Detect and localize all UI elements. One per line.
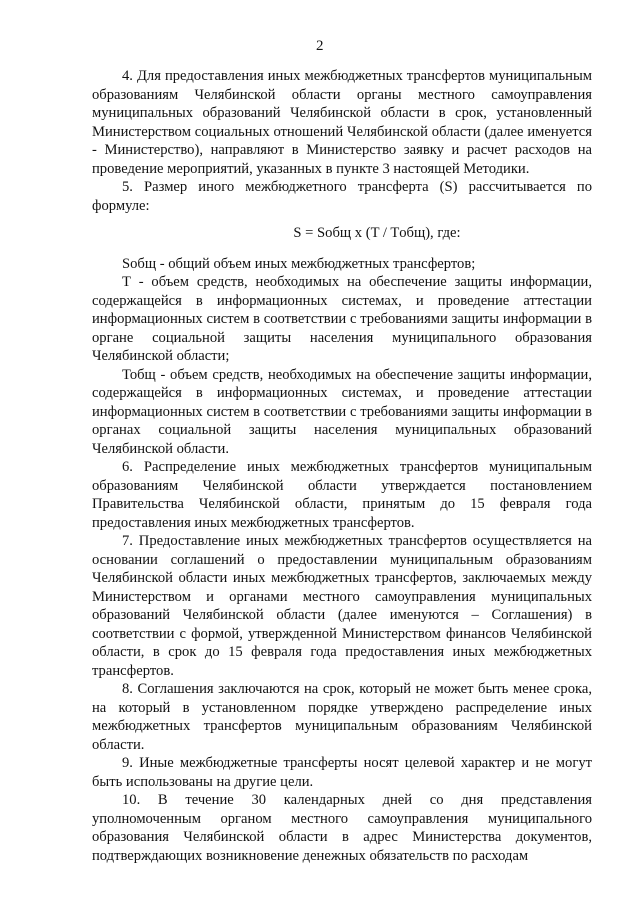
- formula: S = Sобщ x (T / Tобщ), где:: [293, 225, 461, 241]
- paragraph-7: 7. Предоставление иных межбюджетных трансфертов осуществляется на основании соглашений о предоставлении муниципальным образованиям Челябинской области иных межбюджетных трансфертов, заключаемых между Министерством и органами местного самоуправления муниципальных образований Челябинской области (далее именуются – Соглашения) в соответствии с формой, утвержденной Министерством финансов Челябинской области, в срок до 15 февраля года предоставления иных межбюджетных трансфертов.: [92, 533, 592, 679]
- definition-t-total: Тобщ - объем средств, необходимых на обеспечение защиты информации, содержащейся в информационных системах, и проведение аттестации информационных систем в соответствии с требованиями защиты информации в органах социальной защиты населения муниципальных образований Челябинской области.: [92, 366, 592, 457]
- paragraph-5: 5. Размер иного межбюджетного трансферта (S) рассчитывается по формуле:: [92, 179, 592, 214]
- definition-s-total: Sобщ - общий объем иных межбюджетных трансфертов;: [122, 255, 476, 272]
- paragraph-4: 4. Для предоставления иных межбюджетных трансфертов муниципальным образованиям Челябинской области органы местного самоуправления муниципальных образований Челябинской области в срок, установленный Министерством социальных отношений Челябинской области (далее именуется - Министерство), направляют в Министерство заявку и расчет расходов на проведение мероприятий, указанных в пункте 3 настоящей Методики.: [92, 68, 592, 177]
- paragraph-10: 10. В течение 30 календарных дней со дня представления уполномоченным органом местного самоуправления муниципального образования Челябинской области в адрес Министерства документов, подтверждающих возникновение денежных обязательств по расходам: [92, 792, 592, 864]
- page-number: 2: [316, 38, 324, 54]
- definition-t: Т - объем средств, необходимых на обеспечение защиты информации, содержащейся в информационных системах, и проведение аттестации информационных систем в соответствии с требованиями защиты информации в органе социальной защиты населения муниципального образования Челябинской области;: [92, 274, 592, 364]
- document-body: [92, 67, 592, 865]
- paragraph-6: 6. Распределение иных межбюджетных трансфертов муниципальным образованиям Челябинской области утверждается постановлением Правительства Челябинской области, принятым до 15 февраля года предоставления иных межбюджетных трансфертов.: [92, 459, 592, 531]
- paragraph-9: 9. Иные межбюджетные трансферты носят целевой характер и не могут быть использованы на другие цели.: [92, 755, 592, 790]
- paragraph-8: 8. Соглашения заключаются на срок, который не может быть менее срока, на который в установленном порядке утверждено распределение иных межбюджетных трансфертов муниципальным образованиям Челябинской области.: [92, 681, 592, 753]
